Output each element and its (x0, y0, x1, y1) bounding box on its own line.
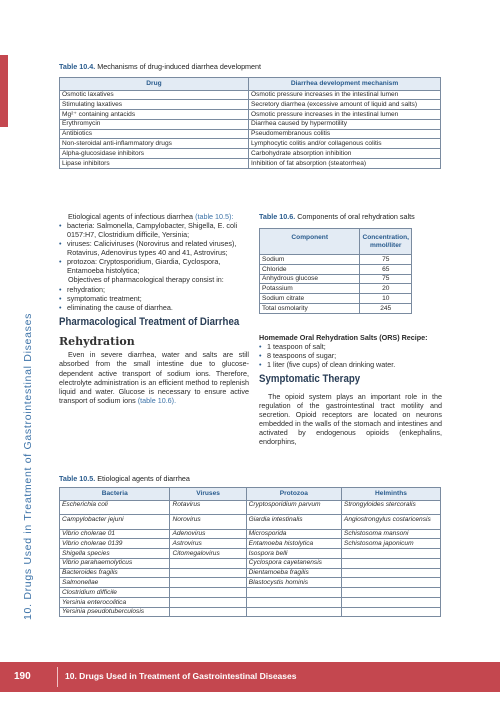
table-row (60, 529, 441, 539)
table-cell: Pseudomembranous colitis (249, 129, 441, 139)
table-cell: Osmotic pressure increases in the intestinal lumen (249, 90, 441, 100)
section-heading: Pharmacological Treatment of Diarrhea (59, 315, 240, 328)
table-10-4-caption (59, 62, 261, 71)
table-cell: Vibrio cholerae 01 (60, 529, 170, 539)
table-10-5-link[interactable]: (table 10.5): (195, 212, 234, 221)
table-cell: Schistosoma mansoni (341, 529, 440, 539)
page-number: 190 (14, 671, 31, 682)
ors-recipe-list (259, 342, 442, 369)
table-header: Component (260, 229, 360, 255)
table-header: Diarrhea development mechanism (249, 78, 441, 91)
agent-list (59, 221, 249, 275)
table-cell (170, 558, 246, 568)
table-cell: Vibrio parahaemolyticus (60, 558, 170, 568)
table-row (60, 558, 441, 568)
table-cell: Diarrhea caused by hypermotility (249, 119, 441, 129)
table-cell: Microsporida (246, 529, 341, 539)
table-cell: Antibiotics (60, 129, 249, 139)
table-header: Bacteria (60, 488, 170, 501)
table-cell: Astrovirus (170, 539, 246, 549)
table-cell: Sodium (260, 255, 360, 265)
table-row (260, 264, 412, 274)
left-column (59, 212, 249, 405)
table-cell: Secretory diarrhea (excessive amount of liquid and salts) (249, 100, 441, 110)
table-header: Drug (60, 78, 249, 91)
table-cell (341, 549, 440, 559)
section-heading: Symptomatic Therapy (259, 373, 361, 386)
table-cell: Yersinia enterocolitica (60, 597, 170, 607)
table-row (260, 303, 412, 313)
table-cell: Vibrio cholerae 0139 (60, 539, 170, 549)
table-cell: Inhibition of fat absorption (steatorrhea) (249, 158, 441, 168)
table-header: Concentration, mmol/liter (360, 229, 412, 255)
table-cell (341, 568, 440, 578)
table-cell (170, 607, 246, 617)
list-item: • symptomatic treatment; (59, 294, 249, 303)
table-cell: Salmonellae (60, 578, 170, 588)
table-header: Protozoa (246, 488, 341, 501)
table-10-6-title: Components of oral rehydration salts (297, 212, 415, 221)
list-item: • protozoa: Cryptosporidium, Giardia, Cyclospora, Entamoeba histolytica; (59, 257, 249, 275)
table-cell (341, 578, 440, 588)
table-cell: Isospora belli (246, 549, 341, 559)
table-cell: 10 (360, 294, 412, 304)
objectives-list (59, 285, 249, 312)
table-10-4-number: Table 10.4. (59, 62, 96, 71)
table-cell: Yersinia pseudotuberculosis (60, 607, 170, 617)
table-cell (341, 597, 440, 607)
table-10-5-title: Etiological agents of diarrhea (97, 474, 190, 483)
table-cell: Rotavirus (170, 500, 246, 515)
list-item: • 1 teaspoon of salt; (259, 342, 442, 351)
table-row (60, 129, 441, 139)
etiological-agents-table (59, 487, 441, 617)
table-cell: Cyclospora cayetanensis (246, 558, 341, 568)
table-row (260, 294, 412, 304)
table-cell: Stimulating laxatives (60, 100, 249, 110)
table-cell (246, 588, 341, 598)
table-row (60, 139, 441, 149)
right-column (259, 333, 442, 446)
table-cell (170, 578, 246, 588)
table-row (260, 255, 412, 265)
footer-divider (57, 667, 58, 687)
table-cell: 245 (360, 303, 412, 313)
table-cell (246, 607, 341, 617)
table-row (60, 568, 441, 578)
table-cell: Total osmolarity (260, 303, 360, 313)
table-header: Viruses (170, 488, 246, 501)
page-footer (0, 662, 500, 692)
table-row (260, 284, 412, 294)
list-item: • 8 teaspoons of sugar; (259, 351, 442, 360)
table-row (60, 119, 441, 129)
table-cell (246, 597, 341, 607)
table-row (60, 500, 441, 515)
table-row (60, 597, 441, 607)
list-item: • viruses: Caliciviruses (Norovirus and related viruses), Rotavirus, Adenovirus types 40 and 41, Astrovirus; (59, 239, 249, 257)
table-header: Helminths (341, 488, 440, 501)
table-cell: Sodium citrate (260, 294, 360, 304)
list-item: • eliminating the cause of diarrhea. (59, 303, 249, 312)
rehydration-paragraph: Even in severe diarrhea, water and salts are still absorbed from the small intestine due to glucose-dependent active transport of sodium ions. Therefore, electrolyte administration is an efficient method to replenish liquid and water. Glucose is necessary to ensure active transport of sodium ions (table 10.6). (59, 350, 249, 405)
objectives-intro: Objectives of pharmacological therapy consist in: (68, 275, 224, 285)
table-row (60, 539, 441, 549)
table-cell: Lymphocytic colitis and/or collagenous colitis (249, 139, 441, 149)
table-10-6-caption (259, 212, 415, 221)
list-item: • 1 liter (five cups) of clean drinking water. (259, 360, 442, 369)
list-item: • rehydration; (59, 285, 249, 294)
table-cell: Lipase inhibitors (60, 158, 249, 168)
table-10-5-number: Table 10.5. (59, 474, 96, 483)
table-row (60, 149, 441, 159)
table-cell: Cryptosporidium parvum (246, 500, 341, 515)
symptomatic-paragraph: The opioid system plays an important role in the regulation of the gastrointestinal tract motility and secretion. Opioid receptors are located on neurons embedded in the walls of the stomach and intestines and activated by endogenous opioids (enkephalins, endorphins, (259, 392, 442, 447)
table-cell: Adenovirus (170, 529, 246, 539)
table-cell (170, 588, 246, 598)
table-cell: 75 (360, 255, 412, 265)
drug-induced-diarrhea-table (59, 77, 441, 169)
table-cell (170, 568, 246, 578)
table-cell: Dientamoeba fragilis (246, 568, 341, 578)
table-row (60, 578, 441, 588)
table-10-5-caption (59, 474, 190, 483)
ors-recipe-title: Homemade Oral Rehydration Salts (ORS) Recipe: (259, 333, 428, 342)
table-cell (170, 597, 246, 607)
table-row (60, 110, 441, 120)
side-chapter-title: 10. Drugs Used in Treatment of Gastrointestinal Diseases (22, 312, 34, 620)
table-cell: Shigella species (60, 549, 170, 559)
table-cell (341, 607, 440, 617)
table-row (60, 588, 441, 598)
table-row (60, 515, 441, 530)
table-cell (341, 558, 440, 568)
table-10-6-number: Table 10.6. (259, 212, 296, 221)
table-cell: Erythromycin (60, 119, 249, 129)
table-cell: Alpha-glucosidase inhibitors (60, 149, 249, 159)
table-cell: Osmotic laxatives (60, 90, 249, 100)
table-cell: Giardia intestinalis (246, 515, 341, 530)
ors-components-table (259, 228, 412, 314)
table-cell: Anhydrous glucose (260, 274, 360, 284)
table-cell: Citomegalovirus (170, 549, 246, 559)
table-cell: Schistosoma japonicum (341, 539, 440, 549)
table-row (260, 274, 412, 284)
table-cell: Mg²⁺ containing antacids (60, 110, 249, 120)
table-cell: Blastocystis hominis (246, 578, 341, 588)
chapter-marker (0, 55, 8, 127)
table-cell: Escherichia coli (60, 500, 170, 515)
etiology-intro: Etiological agents of infectious diarrhea (table 10.5): (68, 212, 234, 221)
table-row (60, 90, 441, 100)
table-cell: Norovirus (170, 515, 246, 530)
table-cell: Osmotic pressure increases in the intestinal lumen (249, 110, 441, 120)
table-cell (341, 588, 440, 598)
table-10-6-link[interactable]: (table 10.6). (137, 395, 177, 405)
table-cell: Strongyloides stercoralis (341, 500, 440, 515)
subsection-heading: Rehydration (59, 334, 135, 348)
table-cell: 20 (360, 284, 412, 294)
table-cell: Non-steroidal anti-inflammatory drugs (60, 139, 249, 149)
table-10-4-title: Mechanisms of drug-induced diarrhea development (97, 62, 262, 71)
table-cell: Entamoeba histolytica (246, 539, 341, 549)
table-cell: Bacteroides fragilis (60, 568, 170, 578)
table-cell: Clostridium difficile (60, 588, 170, 598)
table-cell: Carbohydrate absorption inhibition (249, 149, 441, 159)
table-row (60, 607, 441, 617)
table-cell: Chloride (260, 264, 360, 274)
table-cell: 75 (360, 274, 412, 284)
table-cell: Potassium (260, 284, 360, 294)
table-row (60, 100, 441, 110)
table-row (60, 158, 441, 168)
list-item: • bacteria: Salmonella, Campylobacter, Shigella, E. coli 0157:H7, Clostridium difficile, Yersinia; (59, 221, 249, 239)
table-row (60, 549, 441, 559)
table-cell: Campylobacter jejuni (60, 515, 170, 530)
table-cell: Angiostrongylus costaricensis (341, 515, 440, 530)
table-cell: 65 (360, 264, 412, 274)
footer-chapter-title: 10. Drugs Used in Treatment of Gastrointestinal Diseases (65, 671, 297, 681)
